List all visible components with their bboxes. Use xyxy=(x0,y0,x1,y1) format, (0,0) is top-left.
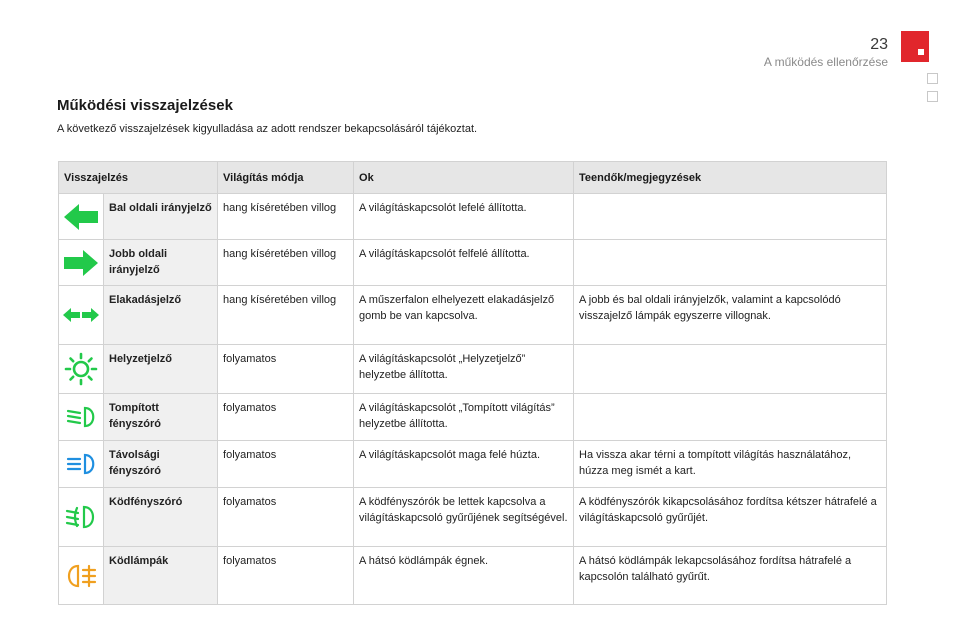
page-marker-2 xyxy=(927,91,938,102)
indicator-reason: A világításkapcsolót maga felé húzta. xyxy=(354,441,574,488)
right-arrow-icon xyxy=(63,248,99,278)
chapter-tab xyxy=(901,31,929,62)
indicator-mode: folyamatos xyxy=(218,441,354,488)
indicator-mode: hang kíséretében villog xyxy=(218,194,354,240)
chapter-title: A működés ellenőrzése xyxy=(763,55,888,69)
indicator-action xyxy=(574,345,887,394)
indicator-reason: A világításkapcsolót „Helyzetjelző” helyzetbe állította. xyxy=(354,345,574,394)
indicator-name: Jobb oldali irányjelző xyxy=(104,240,218,286)
table-row xyxy=(59,240,887,286)
main-beam-icon xyxy=(65,452,97,476)
page-number: 23 xyxy=(870,36,888,53)
table-row xyxy=(59,194,887,240)
indicator-mode: folyamatos xyxy=(218,394,354,441)
indicator-reason: A világításkapcsolót felfelé állította. xyxy=(354,240,574,286)
col-header-reason: Ok xyxy=(354,162,574,194)
indicator-name: Helyzetjelző xyxy=(104,345,218,394)
table-header-row xyxy=(59,162,887,194)
dipped-beam-icon xyxy=(65,405,97,429)
table-row xyxy=(59,547,887,605)
indicator-action xyxy=(574,240,887,286)
table-row xyxy=(59,488,887,547)
indicator-action xyxy=(574,194,887,240)
indicator-name: Ködlámpák xyxy=(104,547,218,605)
indicator-reason: A világításkapcsolót lefelé állította. xyxy=(354,194,574,240)
col-header-action: Teendők/megjegyzések xyxy=(574,162,887,194)
indicator-name: Tompított fényszóró xyxy=(104,394,218,441)
indicator-action xyxy=(574,394,887,441)
hazard-arrows-icon xyxy=(62,304,100,326)
sidelamp-icon xyxy=(64,352,98,386)
table-row xyxy=(59,441,887,488)
indicator-mode: folyamatos xyxy=(218,547,354,605)
tab-square-icon xyxy=(918,49,924,55)
indicator-name: Bal oldali irányjelző xyxy=(104,194,218,240)
table-row xyxy=(59,286,887,345)
indicator-table xyxy=(58,161,887,605)
left-arrow-icon xyxy=(63,202,99,232)
indicator-reason: A világításkapcsolót „Tompított világítás” helyzetbe állította. xyxy=(354,394,574,441)
indicator-mode: folyamatos xyxy=(218,488,354,547)
indicator-name: Ködfényszóró xyxy=(104,488,218,547)
indicator-name: Távolsági fényszóró xyxy=(104,441,218,488)
table-row xyxy=(59,345,887,394)
front-fog-icon xyxy=(64,504,98,530)
indicator-mode: hang kíséretében villog xyxy=(218,286,354,345)
table-row xyxy=(59,394,887,441)
section-title: Működési visszajelzések xyxy=(57,97,233,114)
rear-fog-icon xyxy=(64,563,98,589)
col-header-indicator: Visszajelzés xyxy=(59,162,218,194)
indicator-action: A ködfényszórók kikapcsolásához fordítsa kétszer hátrafelé a világításkapcsoló gyűrűjét. xyxy=(574,488,887,547)
indicator-mode: hang kíséretében villog xyxy=(218,240,354,286)
indicator-name: Elakadásjelző xyxy=(104,286,218,345)
intro-text: A következő visszajelzések kigyulladása az adott rendszer bekapcsolásáról tájékoztat. xyxy=(57,123,478,135)
indicator-mode: folyamatos xyxy=(218,345,354,394)
indicator-reason: A hátsó ködlámpák égnek. xyxy=(354,547,574,605)
indicator-action: A hátsó ködlámpák lekapcsolásához fordítsa hátrafelé a kapcsolón található gyűrűt. xyxy=(574,547,887,605)
col-header-mode: Világítás módja xyxy=(218,162,354,194)
indicator-reason: A ködfényszórók be lettek kapcsolva a világításkapcsoló gyűrűjének segítségével. xyxy=(354,488,574,547)
indicator-reason: A műszerfalon elhelyezett elakadásjelző gomb be van kapcsolva. xyxy=(354,286,574,345)
indicator-action: A jobb és bal oldali irányjelzők, valamint a kapcsolódó visszajelző lámpák egyszerre villognak. xyxy=(574,286,887,345)
page-marker-1 xyxy=(927,73,938,84)
indicator-action: Ha vissza akar térni a tompított világítás használatához, húzza meg ismét a kart. xyxy=(574,441,887,488)
